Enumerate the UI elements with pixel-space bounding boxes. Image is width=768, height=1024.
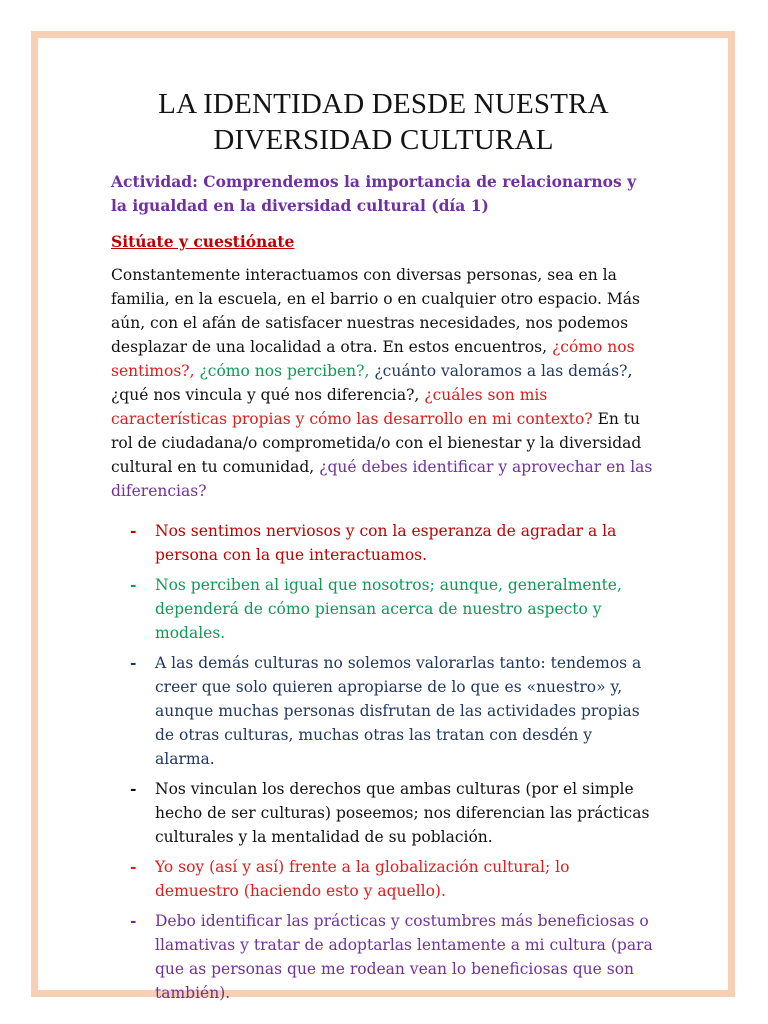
list-item — [111, 855, 656, 903]
answer-text: Nos sentimos nerviosos y con la esperanza de agradar a la persona con la que interactuamos. — [155, 522, 617, 564]
list-item — [111, 573, 656, 645]
middle-text: En tu rol de ciudadana/o comprometida/o con el bienestar y la diversidad cultural en tu comunidad, — [111, 410, 642, 476]
answer-text: Nos vinculan los derechos que ambas culturas (por el simple hecho de ser culturas) poseemos; nos diferencian las prácticas culturales y la mentalidad de su población. — [155, 780, 650, 846]
list-item — [111, 651, 656, 771]
answer-text: Yo soy (así y así) frente a la globalización cultural; lo demuestro (haciendo esto y aquello). — [155, 858, 570, 900]
question-identify: ¿qué debes identificar y aprovechar en las diferencias? — [111, 458, 653, 500]
bullet: - — [130, 857, 137, 876]
question-value: ¿cuánto valoramos a las demás? — [374, 362, 628, 380]
answers-list — [111, 519, 656, 1005]
question-feel: ¿cómo nos sentimos?, — [111, 338, 635, 380]
title-line-1: LA IDENTIDAD DESDE NUESTRA — [158, 88, 609, 120]
answer-text: A las demás culturas no solemos valorarlas tanto: tendemos a creer que solo quieren apropiarse de lo que es «nuestro» y, aunque muchas personas disfrutan de las actividades propias de otras culturas, muchas otras las tratan con desdén y alarma. — [155, 654, 642, 768]
bullet: - — [130, 521, 137, 540]
list-item — [111, 909, 656, 1005]
list-item — [111, 777, 656, 849]
intro-text: Constantemente interactuamos con diversas personas, sea en la familia, en la escuela, en el barrio o en cualquier otro espacio. Más aún, con el afán de satisfacer nuestras necesidades, nos podemos desplazar de una localidad a otra. En estos encuentros, — [111, 266, 640, 356]
intro-paragraph — [111, 263, 656, 503]
bullet: - — [130, 779, 137, 798]
title-line-2: DIVERSIDAD CULTURAL — [213, 124, 554, 156]
question-link: , ¿qué nos vincula y qué nos diferencia?, — [111, 362, 633, 404]
question-characteristics: ¿cuáles son mis características propias y cómo las desarrollo en mi contexto? — [111, 386, 593, 428]
document-body — [111, 80, 656, 1011]
activity-heading: Actividad: Comprendemos la importancia de relacionarnos y la igualdad en la diversidad cultural (día 1) — [111, 172, 637, 215]
list-item — [111, 519, 656, 567]
bullet: - — [130, 911, 137, 930]
question-perceive: ¿cómo nos perciben?, — [199, 362, 370, 380]
answer-text: Nos perciben al igual que nosotros; aunque, generalmente, dependerá de cómo piensan acerca de nuestro aspecto y modales. — [155, 576, 622, 642]
bullet: - — [130, 653, 137, 672]
page-title — [111, 86, 656, 158]
answer-text: Debo identificar las prácticas y costumbres más beneficiosas o llamativas y tratar de adoptarlas lentamente a mi cultura (para que as personas que me rodean vean lo beneficiosas que son también). — [155, 912, 653, 1002]
bullet: - — [130, 575, 137, 594]
section-heading: Sitúate y cuestiónate — [111, 232, 295, 251]
